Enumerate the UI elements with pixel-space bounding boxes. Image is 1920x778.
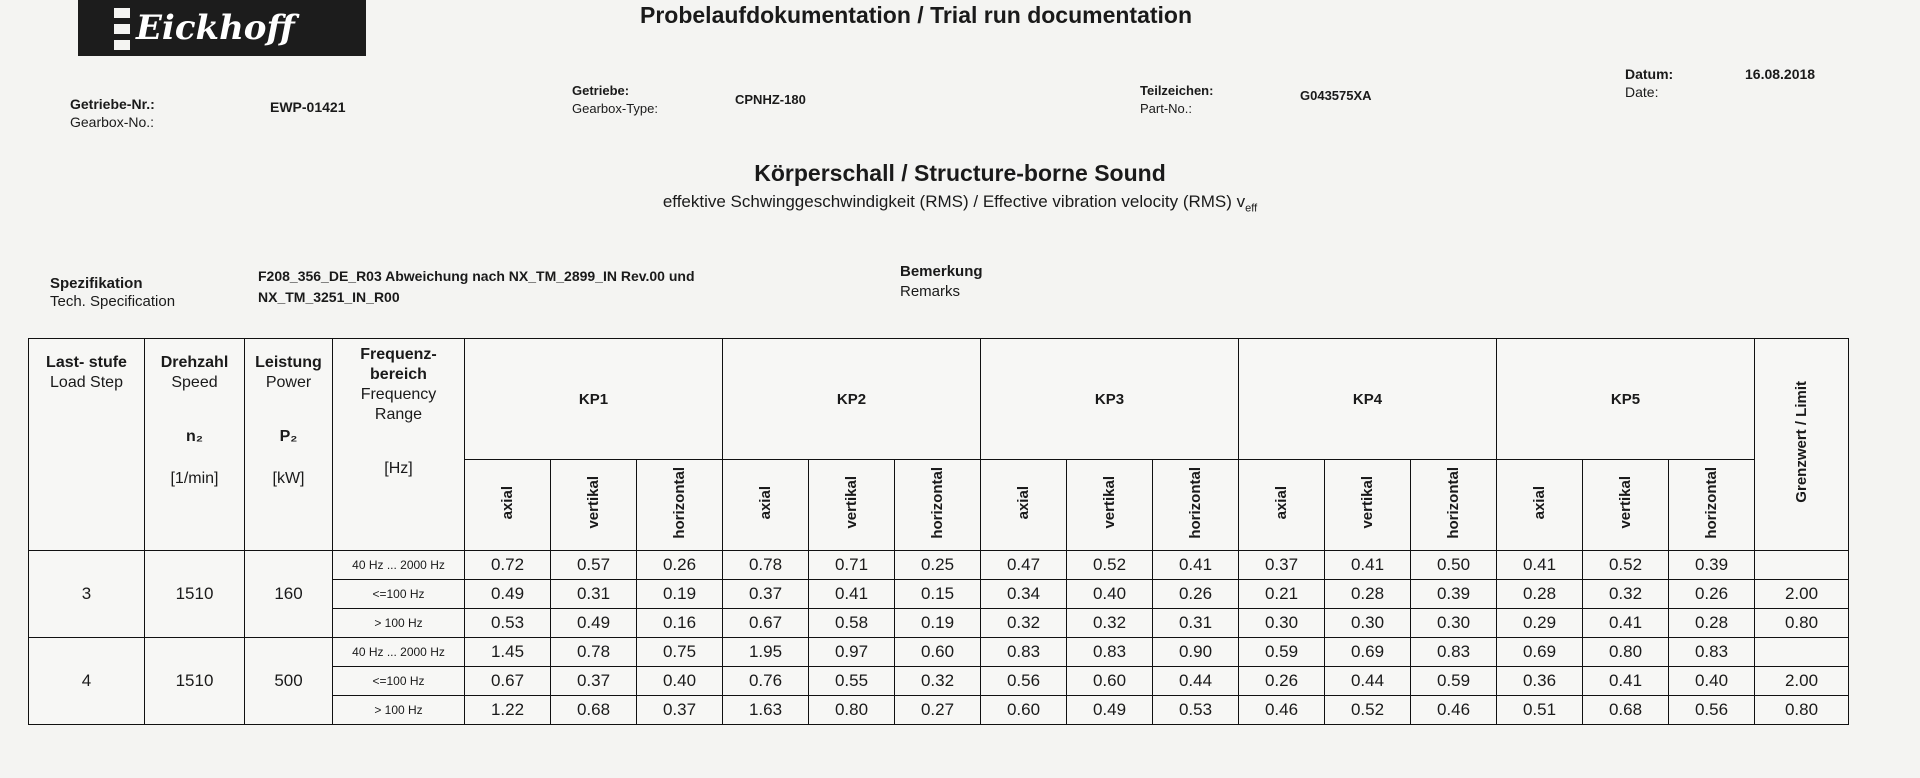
measurement-cell: 0.49 (551, 609, 637, 638)
measurement-cell: 0.52 (1583, 551, 1669, 580)
limit-cell: 2.00 (1755, 580, 1849, 609)
measurement-cell: 0.30 (1239, 609, 1325, 638)
speed-header: Drehzahl Speed n₂ [1/min] (145, 339, 245, 551)
measurement-cell: 0.97 (809, 638, 895, 667)
load-speed-cell: 1510 (145, 551, 245, 638)
dir-header-kp3-horizontal: horizontal (1153, 460, 1239, 551)
measurement-cell: 0.19 (895, 609, 981, 638)
measurement-cell: 0.26 (1239, 667, 1325, 696)
measurement-cell: 0.59 (1239, 638, 1325, 667)
measurement-cell: 0.30 (1325, 609, 1411, 638)
measurement-cell: 0.39 (1411, 580, 1497, 609)
measurement-cell: 0.83 (1411, 638, 1497, 667)
measurement-cell: 0.83 (1669, 638, 1755, 667)
dir-header-kp1-horizontal: horizontal (637, 460, 723, 551)
frequency-range-cell: > 100 Hz (333, 609, 465, 638)
measurement-cell: 1.45 (465, 638, 551, 667)
measurement-cell: 0.31 (1153, 609, 1239, 638)
measurement-cell: 0.83 (1067, 638, 1153, 667)
kp4-header: KP4 (1239, 339, 1497, 460)
measurement-cell: 0.32 (981, 609, 1067, 638)
measurement-cell: 0.69 (1325, 638, 1411, 667)
measurement-cell: 0.44 (1153, 667, 1239, 696)
load-speed-cell: 1510 (145, 638, 245, 725)
kp3-header: KP3 (981, 339, 1239, 460)
section-subtitle: effektive Schwinggeschwindigkeit (RMS) / Effective vibration velocity (RMS) $v_{eff}$ (662, 192, 1258, 215)
measurement-cell: 0.60 (895, 638, 981, 667)
measurement-cell: 0.32 (1583, 580, 1669, 609)
measurement-cell: 0.26 (1669, 580, 1755, 609)
measurement-cell: 0.58 (809, 609, 895, 638)
measurement-cell: 0.67 (723, 609, 809, 638)
measurement-cell: 0.60 (1067, 667, 1153, 696)
measurement-cell: 0.36 (1497, 667, 1583, 696)
kp1-header: KP1 (465, 339, 723, 460)
limit-cell: 0.80 (1755, 696, 1849, 725)
measurement-table (28, 338, 1849, 725)
dir-header-kp2-vertical: vertikal (809, 460, 895, 551)
eickhoff-logo (78, 0, 366, 56)
dir-header-kp3-vertical: vertikal (1067, 460, 1153, 551)
measurement-cell: 0.41 (1497, 551, 1583, 580)
measurement-cell: 0.56 (1669, 696, 1755, 725)
part-no-label: Teilzeichen: Part-No.: (1140, 83, 1214, 116)
table-row (29, 638, 1849, 667)
power-header: Leistung Power P₂ [kW] (245, 339, 333, 551)
measurement-cell: 0.56 (981, 667, 1067, 696)
document-title: Probelaufdokumentation / Trial run documentation (640, 2, 1193, 28)
measurement-cell: 0.49 (465, 580, 551, 609)
measurement-cell: 0.26 (1153, 580, 1239, 609)
spec-label: Spezifikation Tech. Specification (50, 275, 176, 310)
measurement-cell: 0.47 (981, 551, 1067, 580)
frequency-range-cell: 40 Hz ... 2000 Hz (333, 551, 465, 580)
limit-cell (1755, 551, 1849, 580)
measurement-cell: 0.59 (1411, 667, 1497, 696)
measurement-cell: 0.40 (1669, 667, 1755, 696)
measurement-cell: 0.80 (809, 696, 895, 725)
dir-header-kp1-axial: axial (465, 460, 551, 551)
section-title: Körperschall / Structure-borne Sound (754, 160, 1166, 186)
measurement-cell: 0.69 (1497, 638, 1583, 667)
limit-cell: 2.00 (1755, 667, 1849, 696)
measurement-cell: 0.90 (1153, 638, 1239, 667)
dir-header-kp2-axial: axial (723, 460, 809, 551)
load-step-header: Last- stufe Load Step (29, 339, 145, 551)
gearbox-no-value: EWP-01421 (270, 99, 346, 115)
measurement-cell: 0.67 (465, 667, 551, 696)
kp5-header: KP5 (1497, 339, 1755, 460)
frequency-range-header: Frequenz- bereich Frequency Range [Hz] (333, 339, 465, 551)
measurement-cell: 0.39 (1669, 551, 1755, 580)
dir-header-kp4-horizontal: horizontal (1411, 460, 1497, 551)
measurement-cell: 0.83 (981, 638, 1067, 667)
measurement-cell: 0.15 (895, 580, 981, 609)
measurement-cell: 0.75 (637, 638, 723, 667)
date-label: Datum: Date: (1625, 66, 1674, 100)
measurement-cell: 0.71 (809, 551, 895, 580)
measurement-cell: 0.55 (809, 667, 895, 696)
measurement-cell: 0.25 (895, 551, 981, 580)
measurement-cell: 0.28 (1497, 580, 1583, 609)
dir-header-kp4-axial: axial (1239, 460, 1325, 551)
measurement-cell: 0.44 (1325, 667, 1411, 696)
logo-text: Eickhoff (130, 8, 295, 48)
measurement-cell: 0.28 (1325, 580, 1411, 609)
frequency-range-cell: > 100 Hz (333, 696, 465, 725)
measurement-cell: 0.46 (1411, 696, 1497, 725)
frequency-range-cell: <=100 Hz (333, 580, 465, 609)
measurement-cell: 1.95 (723, 638, 809, 667)
dir-header-kp4-vertical: vertikal (1325, 460, 1411, 551)
measurement-cell: 0.41 (1583, 609, 1669, 638)
limit-cell: 0.80 (1755, 609, 1849, 638)
measurement-cell: 0.76 (723, 667, 809, 696)
measurement-cell: 0.21 (1239, 580, 1325, 609)
part-no-value: G043575XA (1300, 88, 1372, 103)
load-step-cell: 3 (29, 551, 145, 638)
limit-cell (1755, 638, 1849, 667)
measurement-cell: 0.46 (1239, 696, 1325, 725)
dir-header-kp5-horizontal: horizontal (1669, 460, 1755, 551)
measurement-cell: 1.22 (465, 696, 551, 725)
measurement-cell: 0.68 (551, 696, 637, 725)
measurement-cell: 0.57 (551, 551, 637, 580)
limit-header: Grenzwert / Limit (1755, 339, 1849, 551)
load-step-cell: 4 (29, 638, 145, 725)
measurement-cell: 0.37 (637, 696, 723, 725)
remarks-label: Bemerkung Remarks (900, 263, 983, 300)
measurement-cell: 0.32 (1067, 609, 1153, 638)
measurement-cell: 0.37 (551, 667, 637, 696)
measurement-cell: 0.40 (1067, 580, 1153, 609)
dir-header-kp3-axial: axial (981, 460, 1067, 551)
measurement-cell: 0.30 (1411, 609, 1497, 638)
load-power-cell: 160 (245, 551, 333, 638)
measurement-cell: 0.41 (1153, 551, 1239, 580)
measurement-cell: 0.16 (637, 609, 723, 638)
measurement-cell: 0.50 (1411, 551, 1497, 580)
kp2-header: KP2 (723, 339, 981, 460)
frequency-range-cell: <=100 Hz (333, 667, 465, 696)
measurement-cell: 0.52 (1067, 551, 1153, 580)
measurement-cell: 0.32 (895, 667, 981, 696)
measurement-cell: 0.37 (1239, 551, 1325, 580)
measurement-cell: 0.41 (1325, 551, 1411, 580)
frequency-range-cell: 40 Hz ... 2000 Hz (333, 638, 465, 667)
load-power-cell: 500 (245, 638, 333, 725)
date-value: 16.08.2018 (1745, 66, 1816, 82)
measurement-cell: 0.40 (637, 667, 723, 696)
logo-mark-icon (78, 0, 130, 56)
measurement-cell: 0.52 (1325, 696, 1411, 725)
measurement-cell: 0.72 (465, 551, 551, 580)
measurement-cell: 0.53 (1153, 696, 1239, 725)
dir-header-kp2-horizontal: horizontal (895, 460, 981, 551)
measurement-cell: 0.78 (723, 551, 809, 580)
measurement-cell: 0.29 (1497, 609, 1583, 638)
gearbox-no-label: Getriebe-Nr.: Gearbox-No.: (70, 96, 155, 130)
dir-header-kp5-axial: axial (1497, 460, 1583, 551)
measurement-cell: 0.27 (895, 696, 981, 725)
measurement-cell: 0.51 (1497, 696, 1583, 725)
measurement-cell: 0.80 (1583, 638, 1669, 667)
table-row (29, 551, 1849, 580)
measurement-cell: 0.28 (1669, 609, 1755, 638)
measurement-cell: 0.49 (1067, 696, 1153, 725)
measurement-cell: 0.19 (637, 580, 723, 609)
measurement-cell: 0.31 (551, 580, 637, 609)
measurement-cell: 0.60 (981, 696, 1067, 725)
dir-header-kp1-vertical: vertikal (551, 460, 637, 551)
measurement-cell: 0.41 (1583, 667, 1669, 696)
spec-value: F208_356_DE_R03 Abweichung nach NX_TM_2899_IN Rev.00 und NX_TM_3251_IN_R00 (258, 268, 695, 305)
measurement-cell: 0.53 (465, 609, 551, 638)
measurement-cell: 1.63 (723, 696, 809, 725)
measurement-cell: 0.78 (551, 638, 637, 667)
measurement-cell: 0.68 (1583, 696, 1669, 725)
measurement-cell: 0.26 (637, 551, 723, 580)
measurement-cell: 0.37 (723, 580, 809, 609)
measurement-cell: 0.41 (809, 580, 895, 609)
measurement-cell: 0.34 (981, 580, 1067, 609)
gearbox-type-value: CPNHZ-180 (735, 92, 806, 107)
gearbox-type-label: Getriebe: Gearbox-Type: (572, 83, 658, 116)
dir-header-kp5-vertical: vertikal (1583, 460, 1669, 551)
